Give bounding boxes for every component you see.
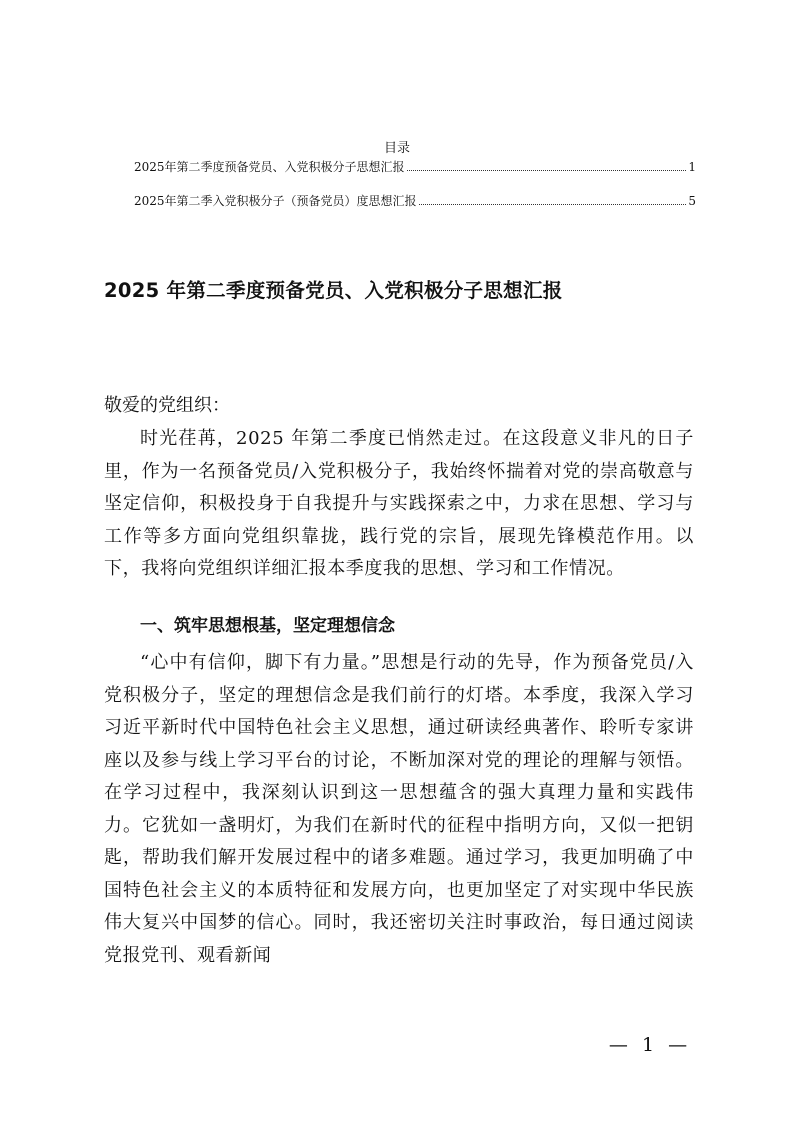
document-title: 2025 年第二季度预备党员、入党积极分子思想汇报 <box>104 279 563 302</box>
page-number: — 1 — <box>608 1034 692 1056</box>
toc-entry-title[interactable]: 2025年第二季入党积极分子（预备党员）度思想汇报 <box>134 194 417 208</box>
toc-leader-dots <box>419 203 687 205</box>
toc-entry[interactable] <box>134 158 696 176</box>
body-paragraph: “心中有信仰，脚下有力量。”思想是行动的先导，作为预备党员/入党积极分子，坚定的理想信念是我们前行的灯塔。本季度，我深入学习习近平新时代中国特色社会主义思想，通过研读经典著作、聆听专家讲座以及参与线上学习平台的讨论，不断加深对党的理论的理解与领悟。在学习过程中，我深刻认识到这一思想蕴含的强大真理力量和实践伟力。它犹如一盏明灯，为我们在新时代的征程中指明方向，又似一把钥匙，帮助我们解开发展过程中的诸多难题。通过学习，我更加明确了中国特色社会主义的本质特征和发展方向，也更加坚定了对实现中华民族伟大复兴中国梦的信心。同时，我还密切关注时事政治，每日通过阅读党报党刊、观看新闻 <box>104 652 694 966</box>
toc-entry[interactable] <box>134 192 696 210</box>
toc-entry-title[interactable]: 2025年第二季度预备党员、入党积极分子思想汇报 <box>134 160 405 174</box>
toc-leader-dots <box>407 169 687 171</box>
toc-entry-page: 5 <box>688 194 696 208</box>
toc-title: 目录 <box>383 141 410 156</box>
section-heading: 一、筑牢思想根基，坚定理想信念 <box>140 616 395 636</box>
salutation: 敬爱的党组织： <box>104 395 230 416</box>
body-paragraph: 时光荏苒，2025 年第二季度已悄然走过。在这段意义非凡的日子里，作为一名预备党员/入党积极分子，我始终怀揣着对党的崇高敬意与坚定信仰，积极投身于自我提升与实践探索之中，力求在思想、学习与工作等多方面向党组织靠拢，践行党的宗旨，展现先锋模范作用。以下，我将向党组织详细汇报本季度我的思想、学习和工作情况。 <box>104 428 694 579</box>
toc-entry-page: 1 <box>688 160 696 174</box>
